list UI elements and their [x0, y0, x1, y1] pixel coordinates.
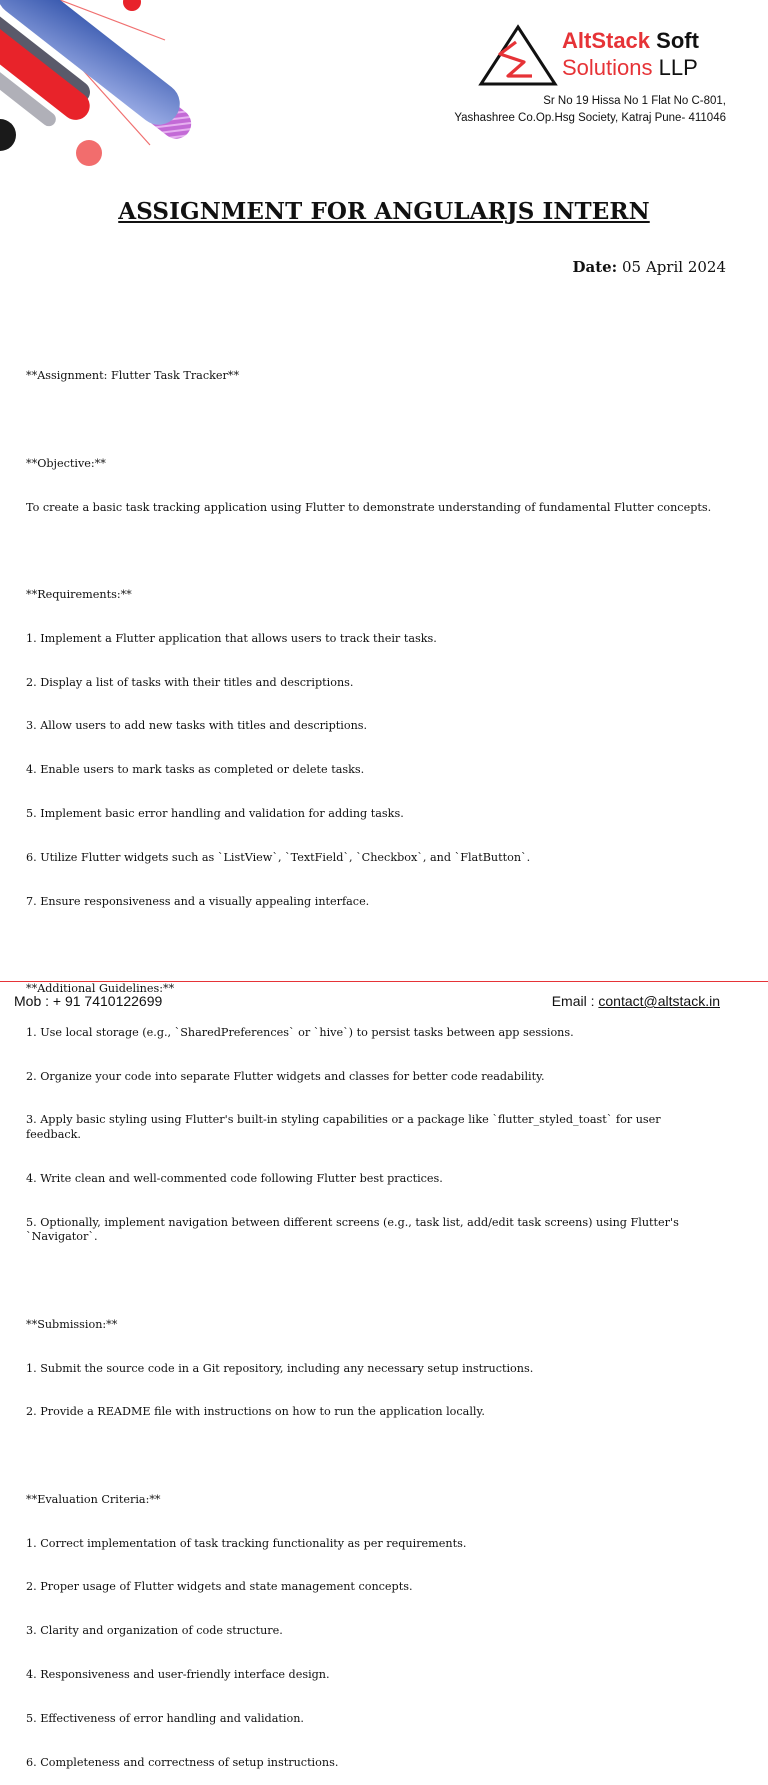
- date-value: 05 April 2024: [622, 258, 726, 276]
- list-item: 4. Enable users to mark tasks as completed or delete tasks.: [26, 763, 365, 777]
- date-label: Date:: [572, 258, 618, 276]
- list-item: 1. Use local storage (e.g., `SharedPreferences` or `hive`) to persist tasks between app sessions.: [26, 1025, 574, 1039]
- decorative-header-graphic: [0, 0, 200, 175]
- address-line-2: Yashashree Co.Op.Hsg Society, Katraj Pune- 411046: [454, 112, 726, 124]
- objective-text: To create a basic task tracking application using Flutter to demonstrate understanding of fundamental Flutter concepts.: [26, 500, 712, 514]
- submission-heading: **Submission:**: [26, 1317, 118, 1331]
- list-item: 2. Organize your code into separate Flutter widgets and classes for better code readability.: [26, 1069, 545, 1083]
- email-link[interactable]: contact@altstack.in: [598, 993, 720, 1009]
- company-name: [562, 28, 699, 82]
- altstack-logo-icon: [478, 24, 558, 86]
- company-address: [454, 93, 726, 127]
- requirements-heading: **Requirements:**: [26, 588, 132, 602]
- address-line-1: Sr No 19 Hissa No 1 Flat No C-801,: [543, 95, 726, 107]
- list-item: 6. Utilize Flutter widgets such as `ListView`, `TextField`, `Checkbox`, and `FlatButton`.: [26, 850, 531, 864]
- company-name-altstack: AltStack: [562, 28, 651, 53]
- list-item: 6. Completeness and correctness of setup instructions.: [26, 1755, 339, 1769]
- list-item: 1. Submit the source code in a Git repository, including any necessary setup instructions.: [26, 1361, 534, 1375]
- document-date: [572, 258, 726, 276]
- list-item: 1. Implement a Flutter application that allows users to track their tasks.: [26, 631, 437, 645]
- list-item: 5. Implement basic error handling and validation for adding tasks.: [26, 807, 404, 820]
- list-item: 2. Display a list of tasks with their titles and descriptions.: [26, 675, 354, 689]
- document-title: ASSIGNMENT FOR ANGULARJS INTERN: [118, 198, 650, 225]
- list-item: 4. Responsiveness and user-friendly interface design.: [26, 1668, 330, 1682]
- list-item: 7. Ensure responsiveness and a visually appealing interface.: [26, 894, 370, 908]
- list-item: 3. Apply basic styling using Flutter's built-in styling capabilities or a package like `flutter_styled_toast` for user feedback.: [26, 1113, 665, 1142]
- company-name-llp: LLP: [658, 55, 698, 81]
- list-item: 2. Proper usage of Flutter widgets and state management concepts.: [26, 1580, 413, 1594]
- email-label: Email :: [551, 993, 595, 1009]
- list-item: 5. Effectiveness of error handling and validation.: [26, 1711, 304, 1725]
- assignment-line: **Assignment: Flutter Task Tracker**: [26, 369, 240, 383]
- list-item: 3. Allow users to add new tasks with titles and descriptions.: [26, 719, 368, 733]
- company-name-soft: Soft: [656, 28, 699, 53]
- assignment-body: [26, 340, 716, 1785]
- footer-email: [552, 993, 720, 1009]
- footer-mobile: Mob : + 91 7410122699: [14, 993, 163, 1009]
- list-item: 3. Clarity and organization of code structure.: [26, 1624, 283, 1638]
- list-item: 1. Correct implementation of task tracking functionality as per requirements.: [26, 1536, 467, 1550]
- list-item: 2. Provide a README file with instructions on how to run the application locally.: [26, 1405, 485, 1419]
- evaluation-heading: **Evaluation Criteria:**: [26, 1492, 161, 1506]
- guidelines-heading: **Additional Guidelines:**: [26, 982, 175, 996]
- company-name-solutions: Solutions: [562, 55, 653, 81]
- footer-divider: [0, 981, 768, 982]
- objective-heading: **Objective:**: [26, 456, 106, 470]
- list-item: 4. Write clean and well-commented code following Flutter best practices.: [26, 1171, 443, 1185]
- list-item: 5. Optionally, implement navigation between different screens (e.g., task list, add/edit task screens) using Flutter's `Navigator`.: [26, 1215, 683, 1244]
